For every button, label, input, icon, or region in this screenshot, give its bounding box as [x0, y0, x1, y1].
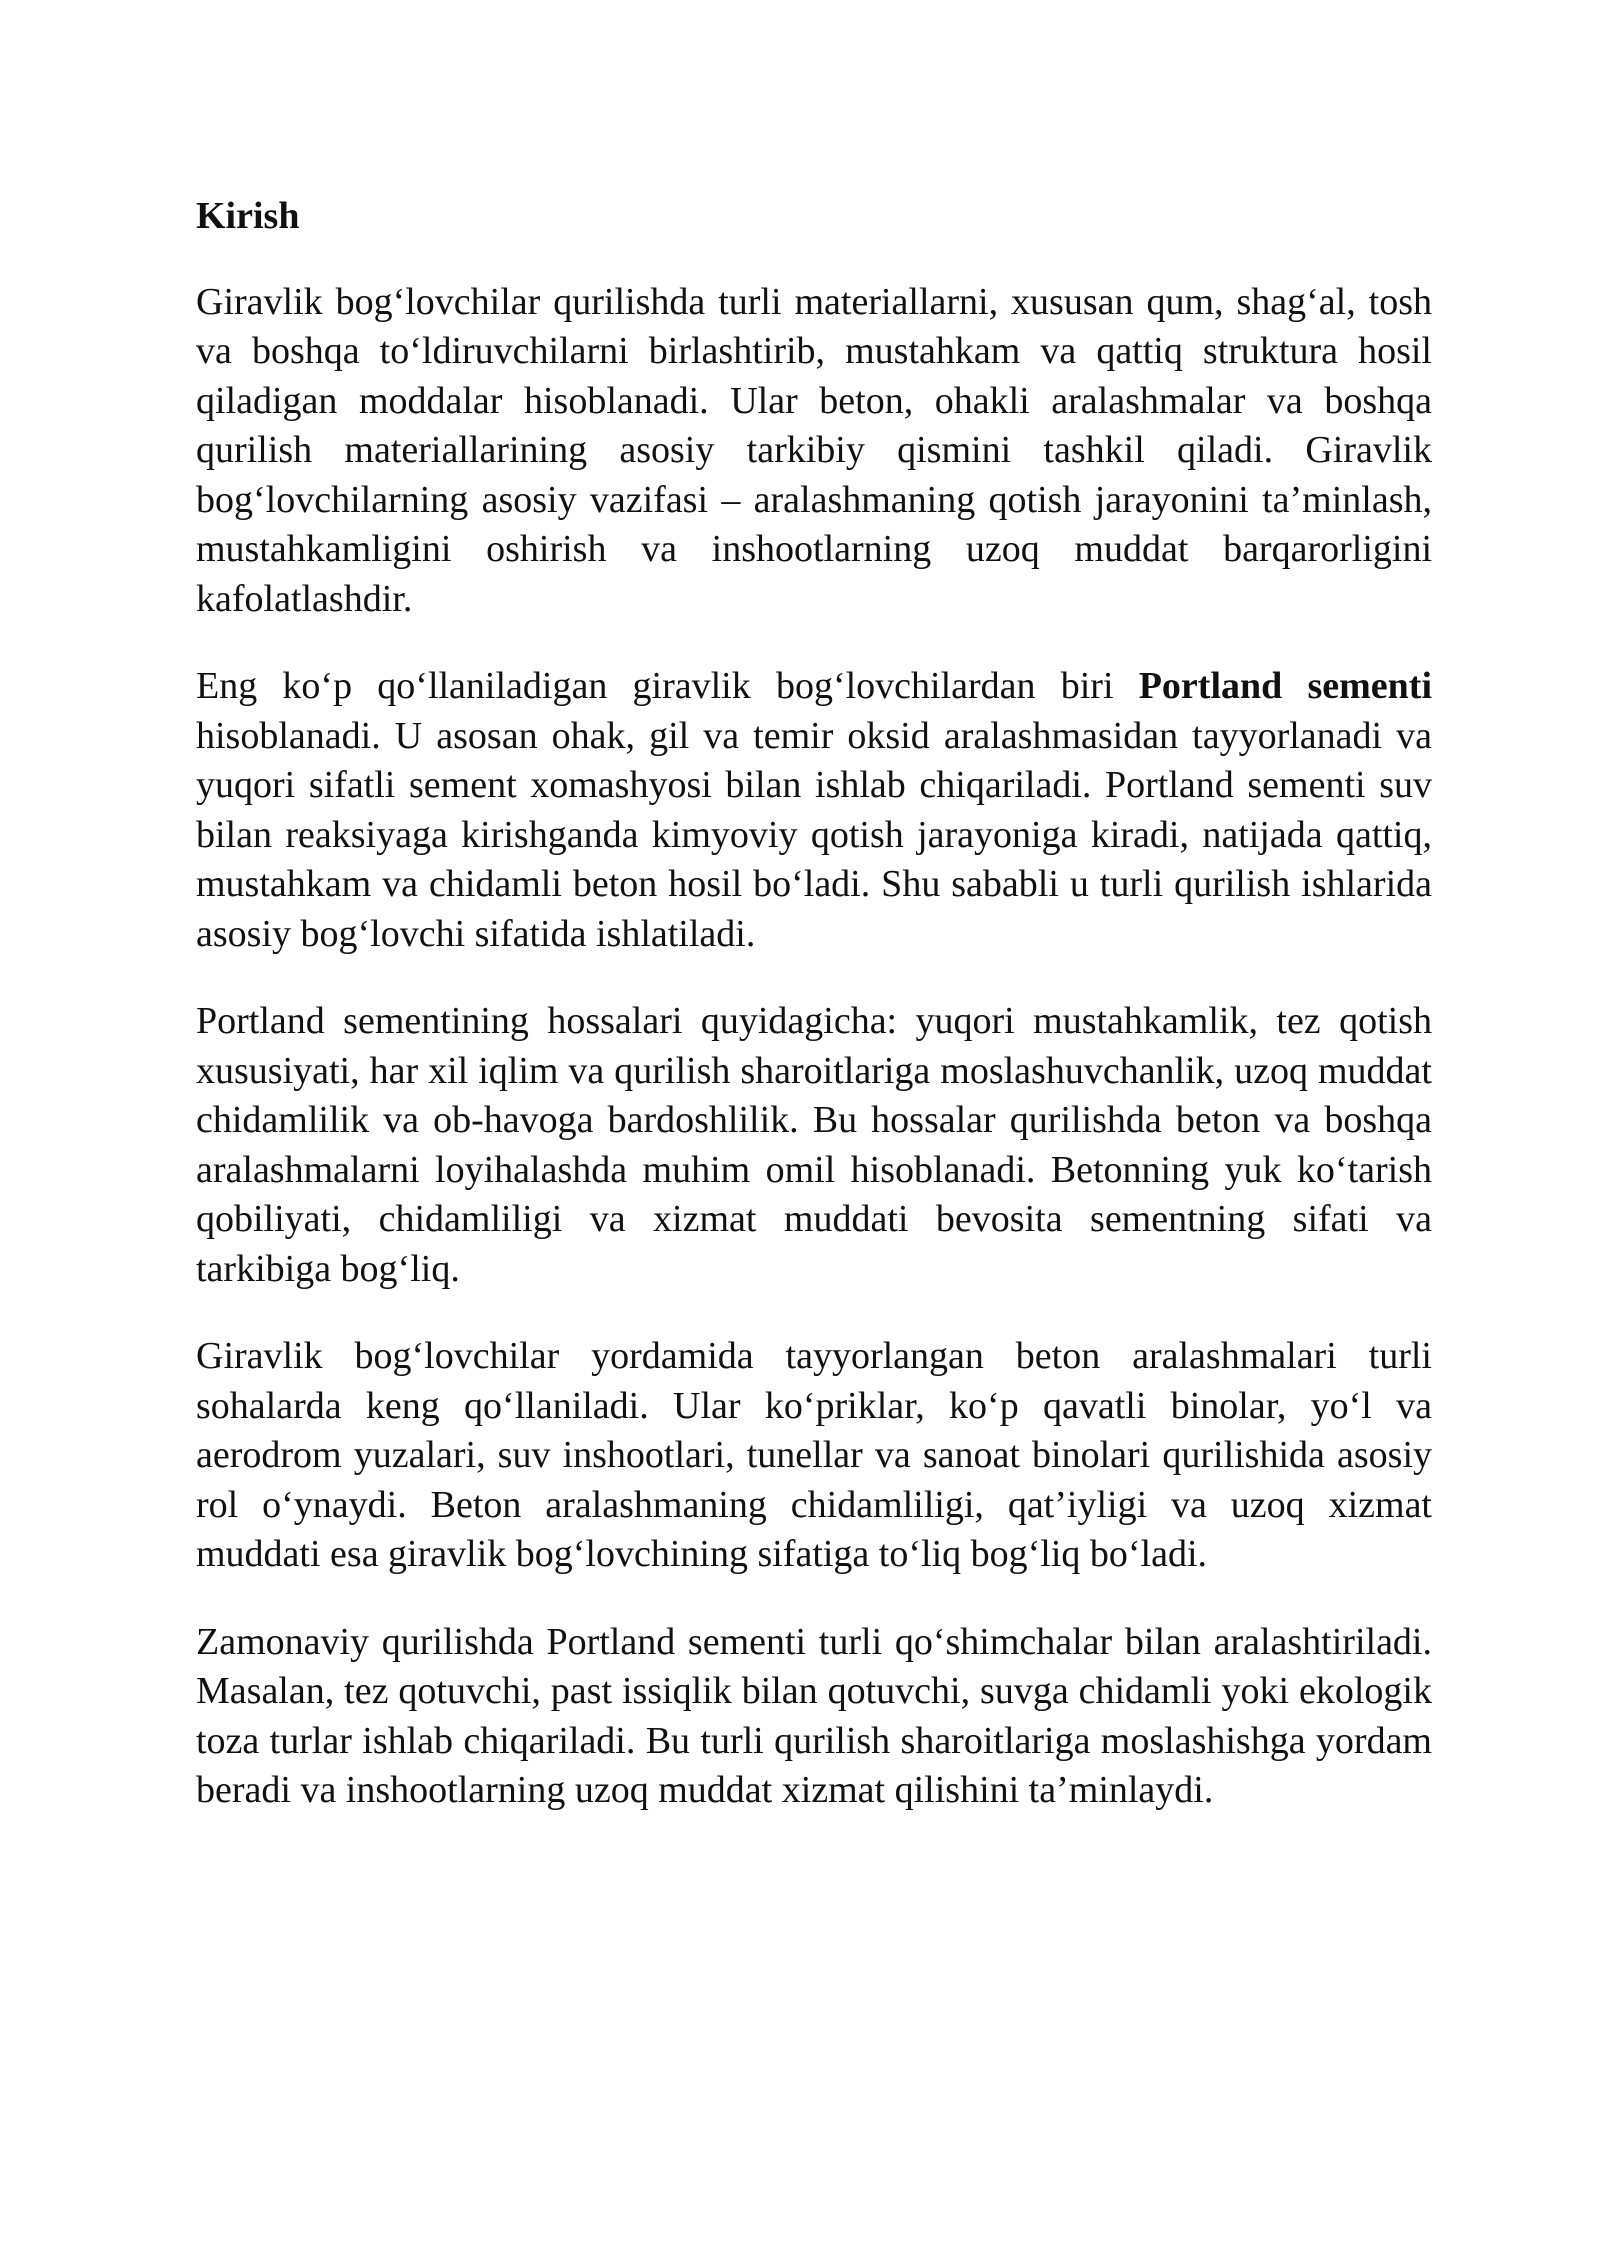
bold-term-portland: Portland sementi: [1138, 665, 1433, 707]
paragraph-text-after: hisoblanadi. U asosan ohak, gil va temir oksid aralashmasidan tayyorlanadi va yuqori sifatli sement xomashyosi bilan ishlab chiqariladi. Portland sementi suv bilan reaksiyaga kirishganda kimyoviy qotish jarayoniga kiradi, natijada qattiq, mustahkam va chidamli beton hosil bo‘ladi. Shu sababli u turli qurilish ishlarida asosiy bog‘lovchi sifatida ishlatiladi.: [196, 714, 1432, 955]
paragraph-properties: Portland sementining hossalari quyidagicha: yuqori mustahkamlik, tez qotish xususiyati, har xil iqlim va qurilish sharoitlariga moslashuvchanlik, uzoq muddat chidamlilik va ob-havoga bardoshlilik. Bu hossalar qurilishda beton va boshqa aralashmalarni loyihalashda muhim omil hisoblanadi. Betonning yuk ko‘tarish qobiliyati, chidamliligi va xizmat muddati bevosita sementning sifati va tarkibiga bog‘liq.: [196, 1000, 1432, 1290]
document-page: [196, 192, 1432, 1854]
paragraph-modern: Zamonaviy qurilishda Portland sementi turli qo‘shimchalar bilan aralashtiriladi. Masalan, tez qotuvchi, past issiqlik bilan qotuvchi, suvga chidamli yoki ekologik toza turlar ishlab chiqariladi. Bu turli qurilish sharoitlariga moslashishga yordam beradi va inshootlarning uzoq muddat xizmat qilishini ta’minlaydi.: [196, 1620, 1432, 1811]
paragraph-text-before: Eng ko‘p qo‘llaniladigan giravlik bog‘lovchilardan biri: [196, 665, 1139, 707]
paragraph-applications: Giravlik bog‘lovchilar yordamida tayyorlangan beton aralashmalari turli sohalarda keng qo‘llaniladi. Ular ko‘priklar, ko‘p qavatli binolar, yo‘l va aerodrom yuzalari, suv inshootlari, tunellar va sanoat binolari qurilishida asosiy rol o‘ynaydi. Beton aralashmaning chidamliligi, qat’iyligi va uzoq xizmat muddati esa giravlik bog‘lovchining sifatiga to‘liq bog‘liq bo‘ladi.: [196, 1335, 1432, 1575]
paragraph-portland: [196, 662, 1432, 959]
section-heading: Kirish: [196, 195, 300, 237]
paragraph-intro: Giravlik bog‘lovchilar qurilishda turli materiallarni, xususan qum, shag‘al, tosh va boshqa to‘ldiruvchilarni birlashtirib, mustahkam va qattiq struktura hosil qiladigan moddalar hisoblanadi. Ular beton, ohakli aralashmalar va boshqa qurilish materiallarining asosiy tarkibiy qismini tashkil qiladi. Giravlik bog‘lovchilarning asosiy vazifasi – aralashmaning qotish jarayonini ta’minlash, mustahkamligini oshirish va inshootlarning uzoq muddat barqarorligini kafolatlashdir.: [196, 280, 1432, 620]
